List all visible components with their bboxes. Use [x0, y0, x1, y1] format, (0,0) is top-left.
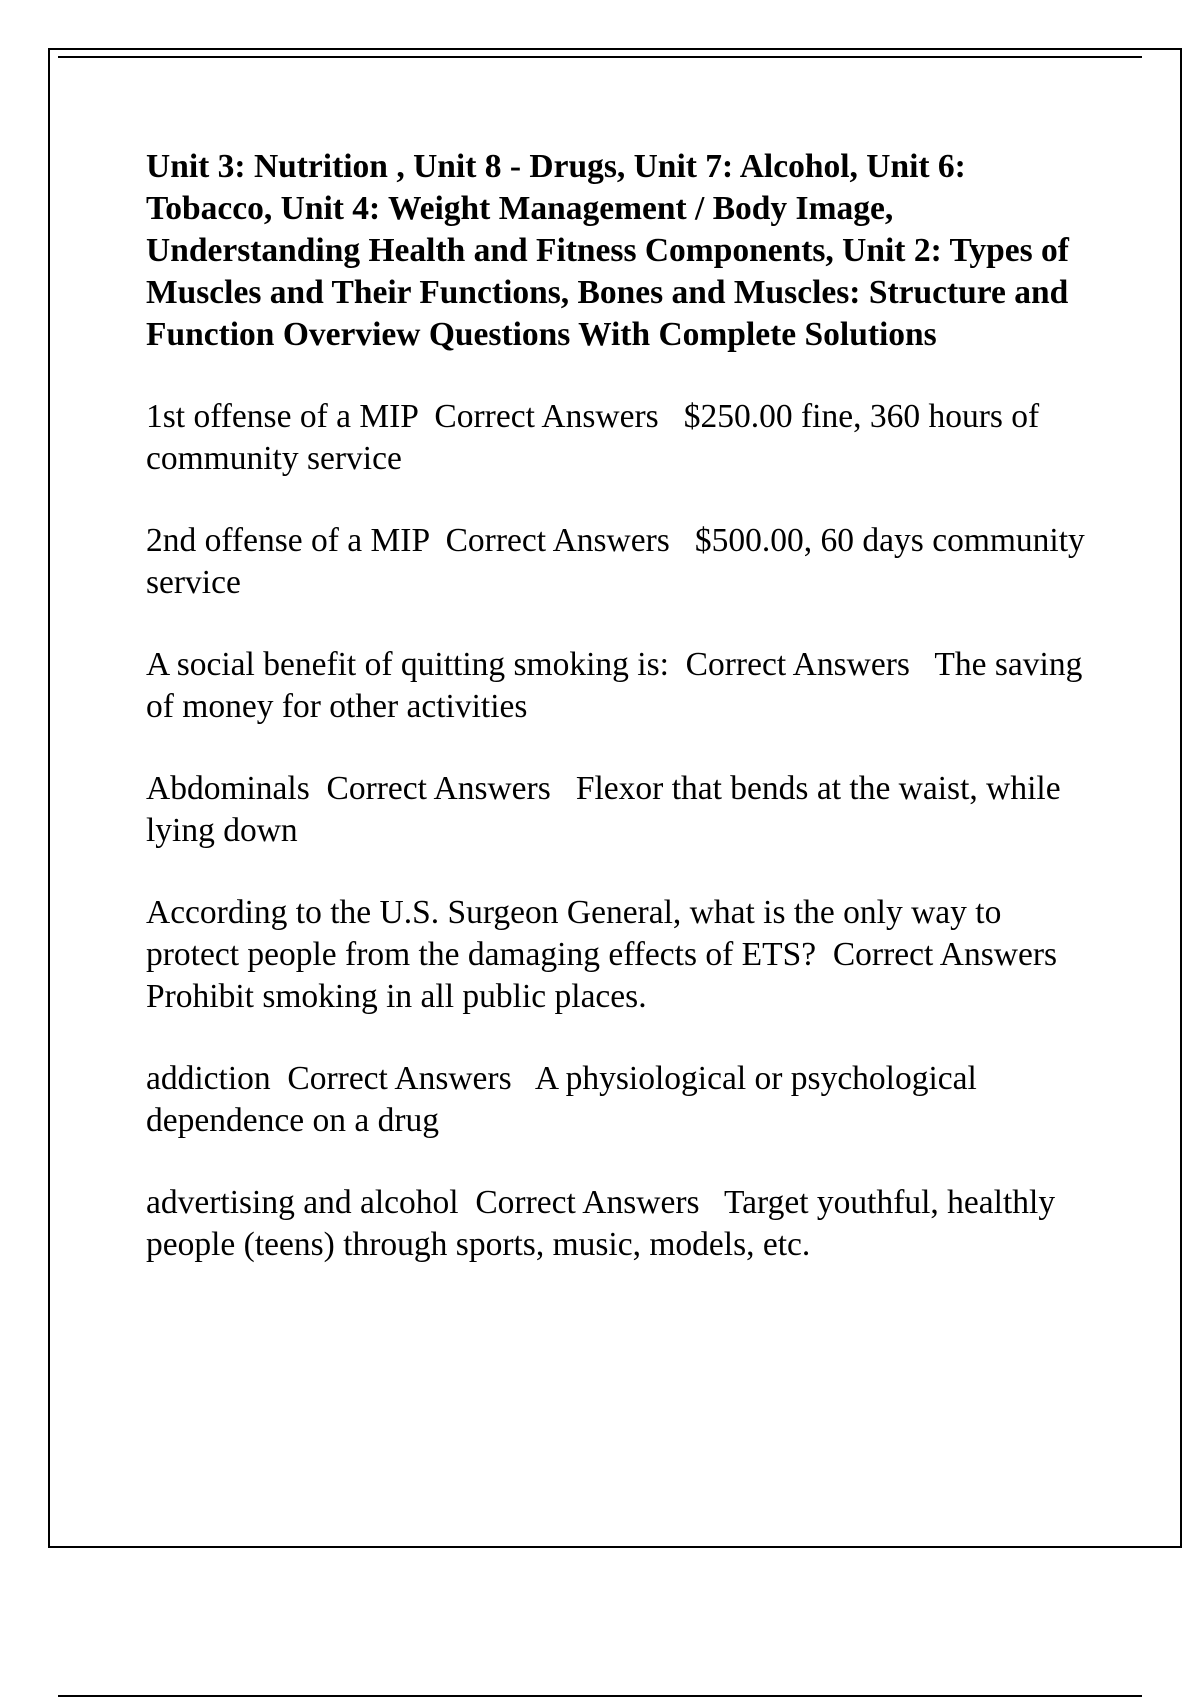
- qa-entry: addiction Correct Answers A physiological or psychological dependence on a drug: [146, 1060, 986, 1139]
- qa-entry: 1st offense of a MIP Correct Answers $250.00 fine, 360 hours of community service: [146, 398, 1048, 477]
- qa-entry: According to the U.S. Surgeon General, what is the only way to protect people from the damaging effects of ETS? Correct Answers Prohibit smoking in all public places.: [146, 894, 1083, 1015]
- header-rule: [58, 56, 1142, 58]
- qa-entry: A social benefit of quitting smoking is: Correct Answers The saving of money for other activities: [146, 646, 1091, 725]
- document-title: Unit 3: Nutrition , Unit 8 - Drugs, Unit 7: Alcohol, Unit 6: Tobacco, Unit 4: Weight Management / Body Image, Understanding Health and Fitness Components, Unit 2: Types of Muscles and Their Functions, Bones and Muscles: Structure and Function Overview Questions With Complete Solutions: [146, 148, 1069, 353]
- qa-entry: Abdominals Correct Answers Flexor that bends at the waist, while lying down: [146, 770, 1069, 849]
- qa-entry: advertising and alcohol Correct Answers Target youthful, healthly people (teens) through sports, music, models, etc.: [146, 1184, 1064, 1263]
- qa-entry: 2nd offense of a MIP Correct Answers $500.00, 60 days community service: [146, 522, 1094, 601]
- document-content: [146, 146, 1094, 1306]
- footer-rule: [58, 1695, 1142, 1697]
